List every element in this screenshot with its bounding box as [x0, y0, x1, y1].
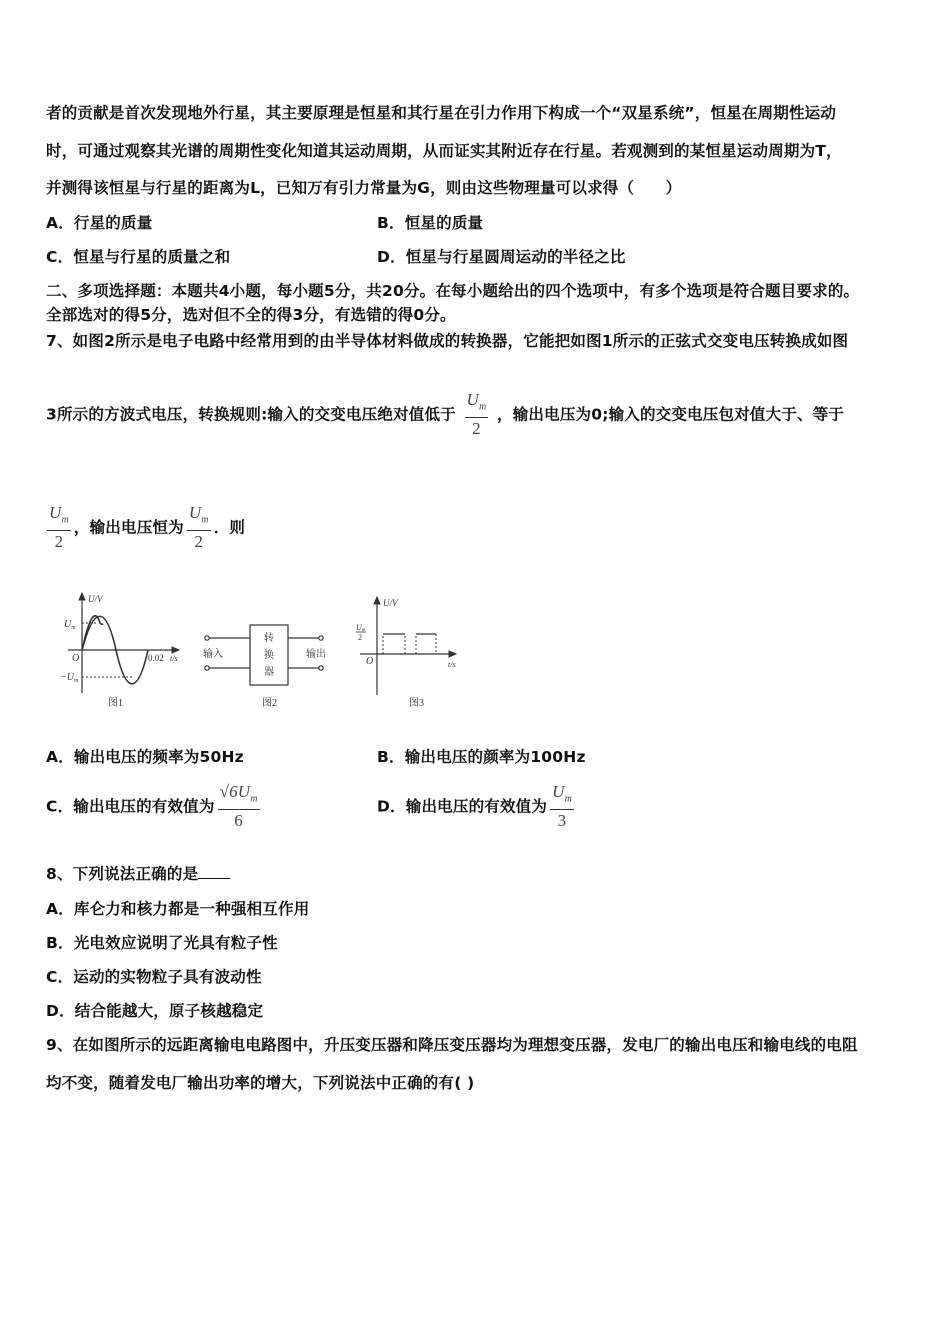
q7-option-d	[377, 782, 577, 832]
fig1-um-label: $U_m$	[64, 619, 76, 631]
q6-stem-line: 者的贡献是首次发现地外行星，其主要原理是恒星和其行星在引力作用下构成一个“双星系统”，恒星在周期性运动	[46, 104, 837, 122]
numerator: U	[466, 390, 479, 409]
q7-text: 3所示的方波式电压，转换规则:输入的交变电压绝对值低于	[46, 405, 456, 424]
denominator: 6	[234, 811, 243, 831]
fig1-axis-x-label: t/s	[170, 654, 178, 663]
fig2-caption: 图2	[262, 698, 277, 709]
q7-option-a: A．输出电压的频率为50Hz	[46, 748, 244, 766]
fraction-um-over-2	[187, 503, 211, 553]
denominator: 2	[472, 419, 481, 439]
numerator: U	[552, 782, 565, 801]
subscript: m	[61, 514, 69, 526]
q6-option-c: C．恒星与行星的质量之和	[46, 248, 231, 266]
subscript: m	[250, 793, 258, 805]
subscript: m	[564, 793, 572, 805]
fig3-caption: 图3	[409, 698, 424, 709]
fig1-origin-label: O	[72, 653, 80, 664]
fig2-output-label: 输出	[306, 649, 326, 660]
section-heading: 二、多项选择题：本题共4小题，每小题5分，共20分。在每小题给出的四个选项中，有多个选项是符合题目要求的。	[46, 282, 860, 300]
q7-figures	[40, 585, 480, 715]
fig2-input-label: 输入	[203, 649, 223, 660]
option-text: C．输出电压的有效值为	[46, 797, 215, 816]
fig1-axis-y-label: U/V	[88, 594, 103, 604]
q8-option-b: B．光电效应说明了光具有粒子性	[46, 934, 278, 952]
q8-option-a: A．库仑力和核力都是一种强相互作用	[46, 900, 310, 918]
fig3-axis-x-label: t/s	[448, 660, 456, 669]
fraction-um-over-2	[47, 503, 71, 553]
fig2-box-label: 转	[264, 633, 274, 644]
q6-option-d: D．恒星与行星圆周运动的半径之比	[377, 248, 626, 266]
q7-text: ．则	[213, 518, 246, 537]
fig2-box-label: 器	[264, 667, 274, 678]
fig1-caption: 图1	[108, 698, 123, 709]
fig3-level-label: Um	[356, 623, 366, 633]
numerator: U	[49, 503, 62, 522]
q7-text: ，输出电压恒为	[73, 518, 184, 537]
q9-stem-line: 9、在如图所示的远距离输电电路图中，升压变压器和降压变压器均为理想变压器，发电厂的输出电压和输电线的电阻	[46, 1036, 858, 1054]
q7-stem-line	[46, 390, 844, 440]
q6-option-a: A．行星的质量	[46, 214, 153, 232]
q7-option-b: B．输出电压的颜率为100Hz	[377, 748, 586, 766]
subscript: m	[478, 401, 487, 413]
q7-text: ，输出电压为0;输入的交变电压包对值大于、等于	[497, 405, 845, 424]
q8-option-c: C．运动的实物粒子具有波动性	[46, 968, 262, 986]
q9-stem-line: 均不变，随着发电厂输出功率的增大，下列说法中正确的有( )	[46, 1074, 475, 1092]
q6-option-b: B．恒星的质量	[377, 214, 484, 232]
denominator: 2	[194, 532, 204, 552]
q7-stem-line: 7、如图2所示是电子电路中经常用到的由半导体材料做成的转换器，它能把如图1所示的正弦式交变电压转换成如图	[46, 332, 849, 350]
numerator: √6U	[219, 782, 251, 801]
q8-stem-text: 8、下列说法正确的是	[46, 865, 199, 883]
q7-option-c	[46, 782, 263, 832]
fig3-level-den: 2	[358, 633, 362, 642]
q6-stem-line: 时，可通过观察其光谱的周期性变化知道其运动周期，从而证实其附近存在行星。若观测到的某恒星运动周期为T，	[46, 142, 842, 160]
figure-1-sine-wave	[68, 593, 179, 693]
answer-blank	[198, 878, 230, 879]
fig1-t-end-label: 0.02	[148, 653, 164, 663]
option-text: D．输出电压的有效值为	[377, 797, 548, 816]
q8-option-d: D．结合能越大，原子核越稳定	[46, 1002, 264, 1020]
fig3-axis-y-label: U/V	[383, 598, 398, 608]
denominator: 3	[557, 811, 567, 831]
figure-3-square-wave	[356, 597, 456, 695]
denominator: 2	[54, 532, 64, 552]
fig1-neg-um-label: $-U_m$	[60, 672, 79, 684]
fig2-box-label: 换	[264, 650, 274, 661]
numerator: U	[188, 503, 202, 522]
q6-stem-line: 并测得该恒星与行星的距离为L，已知万有引力常量为G，则由这些物理量可以求得（ ）	[46, 179, 682, 197]
fraction-sqrt6-um-over-6	[218, 782, 260, 832]
fraction-um-over-3	[550, 782, 574, 832]
q8-stem	[46, 862, 230, 884]
q7-stem-line	[44, 503, 245, 553]
fig3-origin-label: O	[366, 656, 374, 667]
subscript: m	[201, 514, 209, 526]
fraction-um-over-2	[465, 390, 489, 440]
section-instructions: 全部选对的得5分，选对但不全的得3分，有选错的得0分。	[46, 306, 456, 324]
